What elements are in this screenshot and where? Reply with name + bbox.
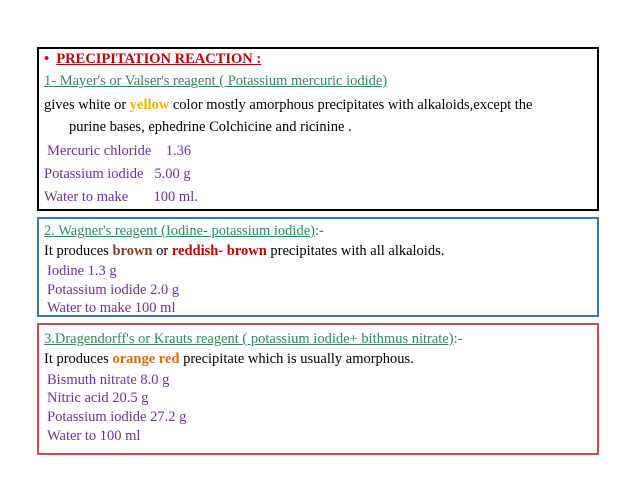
mayer-description-line1 xyxy=(44,96,532,114)
dragendorff-reagent-title[interactable]: 3.Dragendorff's or Krauts reagent ( potassium iodide+ bithmus nitrate) xyxy=(44,331,454,347)
desc-text: precipitates with all alkaloids. xyxy=(266,243,445,259)
ingredient-item: Water to make 100 ml. xyxy=(44,189,198,205)
desc-text: color mostly amorphous precipitates with alkaloids,except the xyxy=(169,97,533,113)
brown-word: brown xyxy=(112,243,153,259)
ingredient-item: Bismuth nitrate 8.0 g xyxy=(47,372,170,388)
reddish-brown-word: reddish- brown xyxy=(171,243,267,259)
desc-text: or xyxy=(152,243,172,259)
orange-red-word: orange red xyxy=(112,351,180,367)
wagner-description xyxy=(44,242,444,260)
wagner-reagent-title[interactable]: 2. Wagner's reagent (Iodine- potassium iodide) xyxy=(44,223,315,239)
mayer-reagent-box xyxy=(37,47,599,211)
title-suffix: :- xyxy=(314,223,324,239)
mayer-reagent-title[interactable]: 1- Mayer's or Valser's reagent ( Potassium mercuric iodide) xyxy=(44,73,388,89)
desc-text: It produces xyxy=(44,243,113,259)
dragendorff-title-line xyxy=(44,330,462,348)
dragendorff-description xyxy=(44,350,414,368)
desc-text: It produces xyxy=(44,351,113,367)
heading-line xyxy=(44,50,261,68)
ingredient-item: Water to make 100 ml xyxy=(47,300,176,316)
bullet-icon: • xyxy=(44,51,57,67)
section-heading: PRECIPITATION REACTION : xyxy=(56,51,262,67)
ingredient-item: Potassium iodide 27.2 g xyxy=(47,409,187,425)
desc-text: gives white or xyxy=(44,97,130,113)
ingredient-item: Potassium iodide 2.0 g xyxy=(47,282,180,298)
ingredient-item: Nitric acid 20.5 g xyxy=(47,390,149,406)
ingredient-item: Iodine 1.3 g xyxy=(47,263,117,279)
wagner-title-line xyxy=(44,222,324,240)
desc-text: precipitate which is usually amorphous. xyxy=(179,351,414,367)
ingredient-item: Potassium iodide 5.00 g xyxy=(44,166,191,182)
dragendorff-reagent-box xyxy=(37,323,599,455)
wagner-reagent-box xyxy=(37,217,599,317)
ingredient-item: Water to 100 ml xyxy=(47,428,141,444)
yellow-word: yellow xyxy=(129,97,170,113)
ingredient-item: Mercuric chloride 1.36 xyxy=(47,143,192,159)
title-suffix: :- xyxy=(453,331,463,347)
mayer-description-line2: purine bases, ephedrine Colchicine and ricinine . xyxy=(69,119,352,135)
